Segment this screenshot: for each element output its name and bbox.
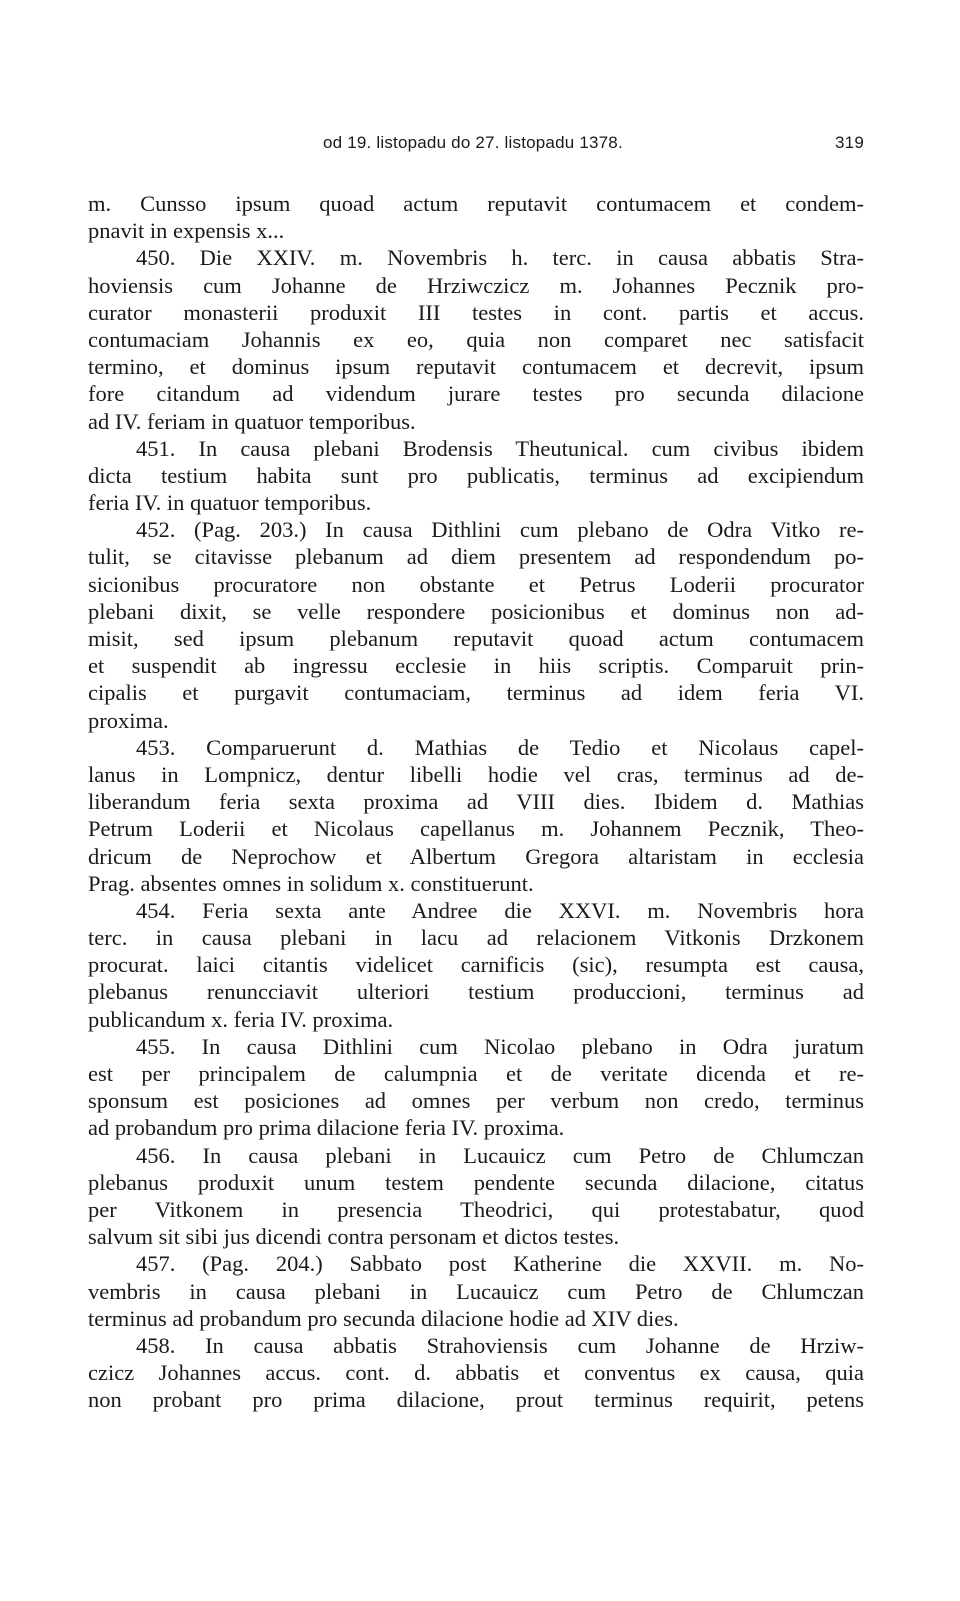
text-line: czicz Johannes accus. cont. d. abbatis et conventus ex causa, quia [88, 1360, 864, 1386]
body-text [88, 190, 864, 1413]
running-header [88, 133, 864, 155]
text-line: publicandum x. feria IV. proxima. [88, 1006, 394, 1032]
text-line: procurat. laici citantis videlicet carnificis (sic), resumpta est causa, [88, 952, 864, 978]
text-line: feria IV. in quatuor temporibus. [88, 490, 372, 516]
text-line: ad IV. feriam in quatuor temporibus. [88, 408, 416, 434]
text-line: 456. In causa plebani in Lucauicz cum Petro de Chlumczan [136, 1142, 864, 1168]
text-line: contumaciam Johannis ex eo, quia non comparet nec satisfacit [88, 326, 864, 352]
text-line: 458. In causa abbatis Strahoviensis cum Johanne de Hrziw- [136, 1332, 864, 1358]
text-line: non probant pro prima dilacione, prout terminus requirit, petens [88, 1387, 864, 1413]
text-line: lanus in Lompnicz, dentur libelli hodie vel cras, terminus ad de- [88, 761, 864, 787]
text-line: 453. Comparuerunt d. Mathias de Tedio et Nicolaus capel- [136, 734, 864, 760]
text-line: dricum de Neprochow et Albertum Gregora altaristam in ecclesia [88, 843, 864, 869]
text-line: terminus ad probandum pro secunda dilacione hodie ad XIV dies. [88, 1305, 679, 1331]
text-line: dicta testium habita sunt pro publicatis, terminus ad excipiendum [88, 462, 864, 488]
text-line: sponsum est posiciones ad omnes per verbum non credo, terminus [88, 1088, 864, 1114]
text-line: tulit, se citavisse plebanum ad diem presentem ad respondendum po- [88, 544, 864, 570]
text-line: 455. In causa Dithlini cum Nicolao plebano in Odra juratum [136, 1033, 864, 1059]
text-line: termino, et dominus ipsum reputavit contumacem et decrevit, ipsum [88, 354, 864, 380]
text-line: hoviensis cum Johanne de Hrziwczicz m. Johannes Pecznik pro- [88, 272, 864, 298]
text-line: misit, sed ipsum plebanum reputavit quoad actum contumacem [88, 626, 864, 651]
page-number: 319 [835, 133, 864, 152]
text-line: sicionibus procuratore non obstante et Petrus Loderii procurator [88, 571, 864, 597]
text-line: m. Cunsso ipsum quoad actum reputavit contumacem et condem- [88, 191, 864, 216]
text-line: vembris in causa plebani in Lucauicz cum Petro de Chlumczan [88, 1278, 864, 1304]
text-line: fore citandum ad videndum jurare testes pro secunda dilacione [88, 381, 864, 407]
text-line: per Vitkonem in presencia Theodrici, qui protestabatur, quod [88, 1196, 864, 1222]
running-title: od 19. listopadu do 27. listopadu 1378. [323, 133, 623, 152]
text-line: terc. in causa plebani in lacu ad relacionem Vitkonis Drzkonem [88, 925, 864, 951]
text-line: est per principalem de calumpnia et de veritate dicenda et re- [88, 1061, 864, 1086]
text-line: Petrum Loderii et Nicolaus capellanus m. Johannem Pecznik, Theo- [88, 816, 864, 842]
text-line: proxima. [88, 707, 169, 733]
text-line: cipalis et purgavit contumaciam, terminus ad idem feria VI. [88, 680, 864, 706]
text-line: Prag. absentes omnes in solidum x. constituerunt. [88, 870, 534, 896]
text-line: et suspendit ab ingressu ecclesie in hiis scriptis. Comparuit prin- [88, 653, 864, 679]
text-line: plebanus produxit unum testem pendente secunda dilacione, citatus [88, 1169, 864, 1195]
text-line: liberandum feria sexta proxima ad VIII dies. Ibidem d. Mathias [88, 789, 864, 815]
text-line: 454. Feria sexta ante Andree die XXVI. m. Novembris hora [136, 897, 864, 923]
text-line: 452. (Pag. 203.) In causa Dithlini cum plebano de Odra Vitko re- [136, 517, 864, 543]
text-line: 457. (Pag. 204.) Sabbato post Katherine die XXVII. m. No- [136, 1251, 864, 1277]
text-line: 451. In causa plebani Brodensis Theutunical. cum civibus ibidem [136, 435, 864, 461]
text-line: ad probandum pro prima dilacione feria IV. proxima. [88, 1115, 565, 1141]
text-line: pnavit in expensis x... [88, 218, 285, 244]
text-line: salvum sit sibi jus dicendi contra personam et dictos testes. [88, 1224, 620, 1250]
text-line: plebani dixit, se velle respondere posicionibus et dominus non ad- [88, 598, 864, 624]
text-line: 450. Die XXIV. m. Novembris h. terc. in causa abbatis Stra- [136, 245, 864, 271]
text-line: plebanus renuncciavit ulteriori testium produccioni, terminus ad [88, 979, 864, 1005]
text-line: curator monasterii produxit III testes in cont. partis et accus. [88, 299, 864, 325]
